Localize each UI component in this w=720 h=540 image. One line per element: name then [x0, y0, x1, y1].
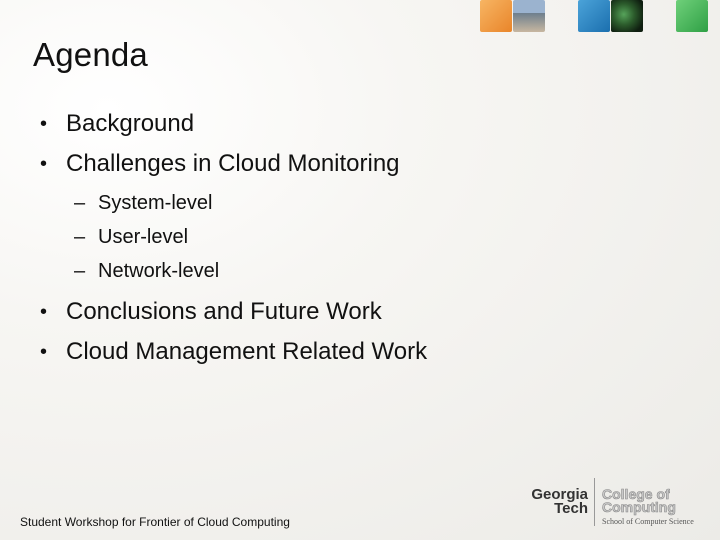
georgia-tech-logo	[524, 478, 704, 528]
logo-line-college-of: College of	[602, 486, 670, 502]
agenda-item	[40, 108, 427, 140]
building-photo-tile	[513, 0, 545, 32]
agenda-subitem	[74, 186, 427, 220]
agenda-subitem	[74, 220, 427, 254]
logo-divider	[594, 478, 595, 526]
college-wordmark	[602, 488, 676, 514]
dash-glyph: –	[74, 192, 86, 214]
agenda-item	[40, 148, 427, 288]
school-name: School of Computer Science	[602, 517, 694, 526]
agenda-sublist	[74, 186, 427, 288]
georgia-tech-wordmark	[524, 488, 588, 516]
agenda-subitem-label: Network-level	[98, 260, 220, 282]
agenda-item	[40, 296, 427, 328]
logo-line-computing: Computing	[602, 499, 676, 515]
agenda-item-label: Conclusions and Future Work	[66, 298, 382, 325]
agenda-item-label: Background	[66, 110, 195, 137]
footer-text: Student Workshop for Frontier of Cloud Computing	[20, 515, 290, 529]
bullet-glyph: •	[40, 341, 48, 363]
orange-tile	[480, 0, 512, 32]
dash-glyph: –	[74, 260, 86, 282]
network-photo-tile	[611, 0, 643, 32]
agenda-item	[40, 336, 427, 368]
green-tile	[676, 0, 708, 32]
decorative-tiles	[480, 0, 708, 34]
agenda-subitem-label: System-level	[98, 192, 213, 214]
slide-title: Agenda	[33, 36, 148, 73]
blue-tile	[578, 0, 610, 32]
agenda-list	[40, 108, 427, 376]
bullet-glyph: •	[40, 153, 48, 175]
agenda-subitem	[74, 254, 427, 288]
agenda-item-label: Cloud Management Related Work	[66, 338, 428, 365]
dash-glyph: –	[74, 226, 86, 248]
logo-line-georgia: Georgia	[531, 486, 588, 503]
agenda-subitem-label: User-level	[98, 226, 189, 248]
logo-line-tech: Tech	[554, 500, 588, 517]
bullet-glyph: •	[40, 301, 48, 323]
agenda-item-label: Challenges in Cloud Monitoring	[66, 150, 400, 177]
bullet-glyph: •	[40, 113, 48, 135]
